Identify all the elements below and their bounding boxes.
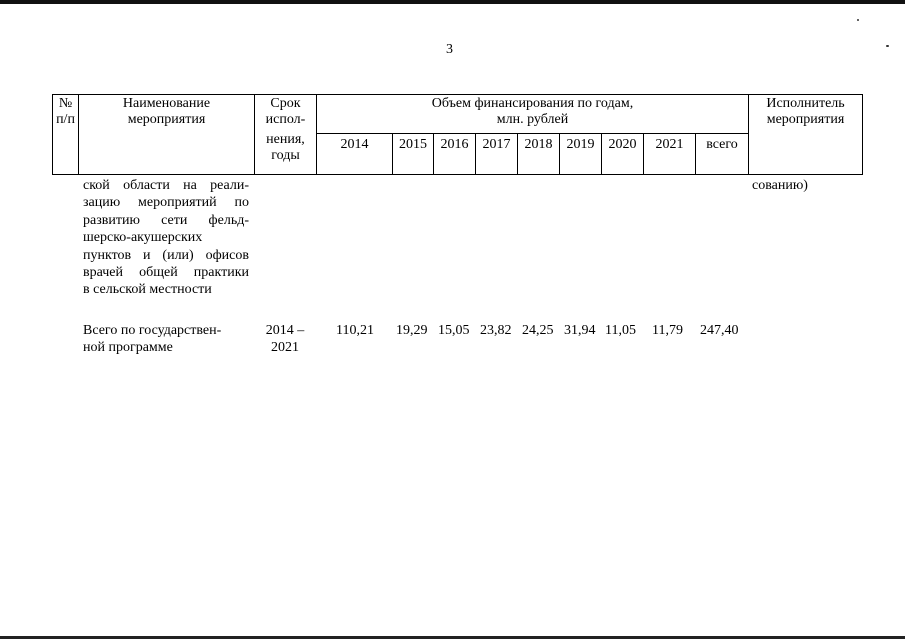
header-year-2020: 2020 — [608, 137, 637, 152]
continued-row-name: ской области на реали- зацию мероприятий по развитию сети фельд- шерско-акушерских пунктов и (или) офисов врачей общей практики в сельской местности — [83, 178, 249, 298]
header-year-2016: 2016 — [440, 137, 469, 152]
continued-row-executor: сованию) — [752, 178, 808, 193]
total-value-2016: 15,05 — [438, 323, 470, 338]
total-value-2019: 31,94 — [564, 323, 596, 338]
header-number: № п/п — [56, 96, 75, 127]
total-value-2020: 11,05 — [605, 323, 636, 338]
total-value-2021: 11,79 — [652, 323, 683, 338]
header-name: Наименование мероприятия — [122, 96, 211, 127]
bottom-border — [0, 636, 905, 639]
total-row-term: 2014 – 2021 — [265, 323, 305, 355]
scan-speck — [857, 19, 859, 21]
header-year-2021: 2021 — [655, 137, 684, 152]
top-border — [0, 0, 905, 4]
header-executor: Исполнитель мероприятия — [766, 96, 845, 127]
header-total: всего — [706, 137, 738, 152]
total-value-2017: 23,82 — [480, 323, 512, 338]
page-number: 3 — [446, 42, 453, 57]
header-year-2015: 2015 — [399, 137, 427, 152]
header-funding: Объем финансирования по годам, млн. рублей — [431, 96, 634, 127]
scan-speck — [886, 45, 889, 47]
header-year-2017: 2017 — [482, 137, 511, 152]
header-year-2014: 2014 — [340, 137, 369, 152]
total-value-2015: 19,29 — [396, 323, 428, 338]
header-year-2019: 2019 — [566, 137, 595, 152]
total-value-sum: 247,40 — [700, 323, 739, 338]
total-row-name: Всего по государствен- ной программе — [83, 323, 222, 355]
header-year-2018: 2018 — [524, 137, 553, 152]
header-term: Срок испол- нения, годы — [265, 96, 306, 163]
total-value-2018: 24,25 — [522, 323, 554, 338]
total-value-2014: 110,21 — [336, 323, 374, 338]
